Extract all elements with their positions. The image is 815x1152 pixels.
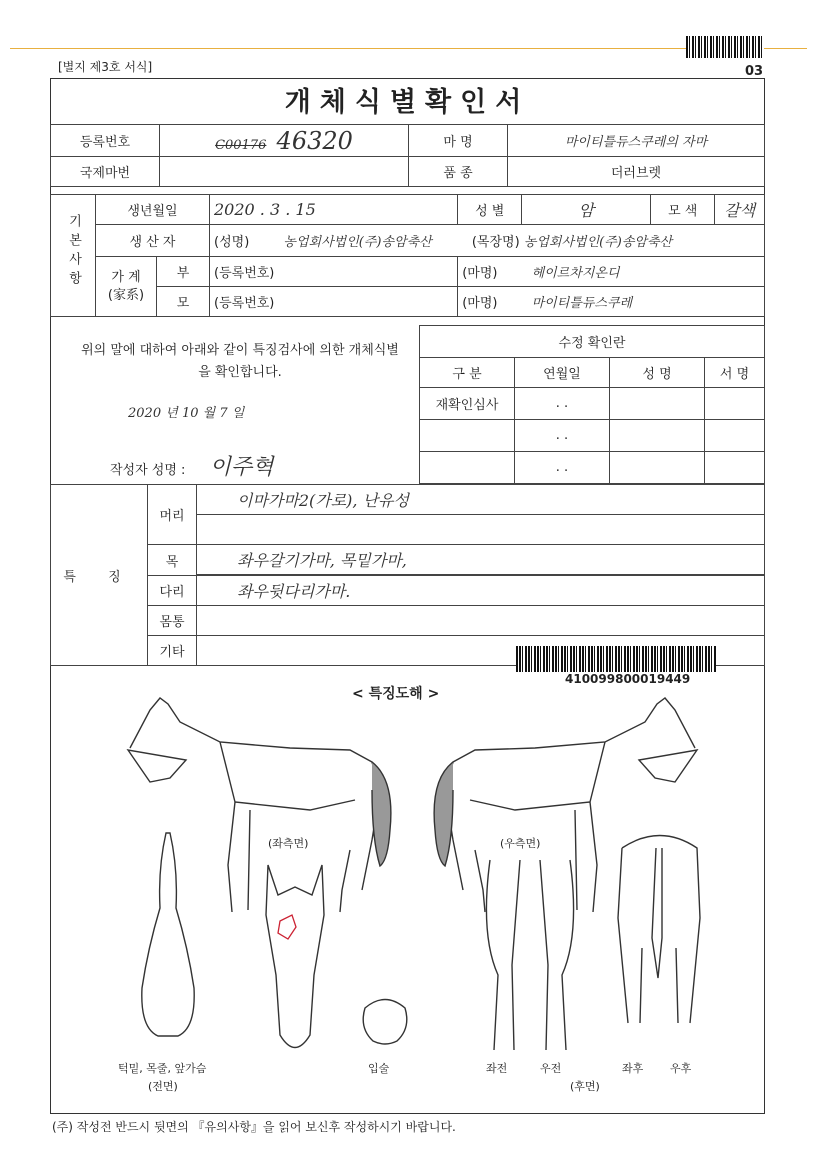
legs-value: 좌우뒷다리가마. bbox=[197, 576, 765, 606]
pedigree-label-cell bbox=[96, 257, 157, 317]
rear-view-caption: (후면) bbox=[570, 1080, 600, 1093]
revision-cell bbox=[420, 452, 515, 484]
sire-name-cell bbox=[458, 257, 765, 287]
hind-right-caption: 우후 bbox=[670, 1062, 692, 1075]
date-day: 7 bbox=[219, 406, 228, 421]
reg-no-struck: C00176 bbox=[215, 137, 267, 153]
breed-label: 품 종 bbox=[409, 157, 508, 187]
revision-table bbox=[419, 325, 765, 484]
diagram-title: < 특징도해 > bbox=[352, 686, 440, 702]
head-value-extra bbox=[197, 515, 765, 545]
barcode-number: 410099800019449 bbox=[565, 672, 691, 686]
breed-value: 더러브렛 bbox=[508, 157, 765, 187]
left-side-caption: (좌측면) bbox=[268, 837, 309, 850]
front-legs-diagram bbox=[480, 855, 580, 1055]
dam-name-cell bbox=[458, 287, 765, 317]
author-line bbox=[110, 450, 273, 481]
date-year-unit: 년 bbox=[165, 406, 178, 421]
revision-cell bbox=[610, 452, 705, 484]
revision-row bbox=[420, 388, 765, 420]
producer-cell bbox=[210, 225, 765, 257]
revision-header: 연월일 bbox=[515, 358, 610, 388]
sex-label: 성 별 bbox=[458, 195, 522, 225]
body-value bbox=[197, 606, 765, 636]
neck-front-diagram bbox=[128, 828, 208, 1048]
basic-info-table bbox=[50, 194, 765, 317]
statement-text: 위의 말에 대하여 아래와 같이 특징검사에 의한 개체식별을 확인합니다. bbox=[81, 343, 399, 380]
neck-value: 좌우갈기가마, 목밑가마, bbox=[197, 545, 765, 575]
revision-cell bbox=[705, 420, 765, 452]
dam-reg-label: (등록번호) bbox=[210, 287, 458, 317]
pedigree-label: 가 계 bbox=[111, 269, 141, 285]
revision-cell: . . bbox=[515, 420, 610, 452]
revision-header: 서 명 bbox=[705, 358, 765, 388]
other-label: 기타 bbox=[148, 636, 197, 666]
reg-no-value: 46320 bbox=[276, 126, 353, 155]
producer-label: 생 산 자 bbox=[96, 225, 210, 257]
legs-label: 다리 bbox=[148, 576, 197, 606]
features-table bbox=[50, 484, 765, 666]
birth-label: 생년월일 bbox=[96, 195, 210, 225]
footnote: (주) 작성전 반드시 뒷면의 『유의사항』을 읽어 보신후 작성하시기 바랍니다. bbox=[52, 1120, 456, 1134]
form-number: [별지 제3호 서식] bbox=[58, 60, 153, 74]
pedigree-sub: (家系) bbox=[107, 287, 145, 303]
front-view-caption: (전면) bbox=[148, 1080, 178, 1093]
sire-label: 부 bbox=[157, 257, 210, 287]
lips-diagram bbox=[355, 993, 415, 1048]
producer-name-label: (성명) bbox=[214, 235, 250, 250]
revision-cell bbox=[610, 388, 705, 420]
revision-header: 성 명 bbox=[610, 358, 705, 388]
sex-value: 암 bbox=[522, 195, 651, 225]
sire-reg-label: (등록번호) bbox=[210, 257, 458, 287]
basic-section-label: 기본사항 bbox=[51, 195, 96, 317]
neck-caption: 턱밑, 목줄, 앞가슴 bbox=[118, 1062, 207, 1075]
head-label: 머리 bbox=[148, 485, 197, 545]
author-label: 작성자 성명 : bbox=[110, 463, 186, 478]
features-section-label: 특 징 bbox=[51, 485, 148, 666]
neck-label: 목 bbox=[148, 545, 197, 576]
farm-label: (목장명) bbox=[471, 235, 520, 250]
revision-cell bbox=[705, 452, 765, 484]
revision-cell bbox=[420, 420, 515, 452]
front-right-caption: 우전 bbox=[540, 1062, 562, 1075]
sire-name-value: 헤이르차지온디 bbox=[531, 266, 620, 281]
color-label: 모 색 bbox=[651, 195, 715, 225]
issue-date bbox=[128, 402, 244, 421]
revision-cell bbox=[705, 388, 765, 420]
producer-name-value: 농업회사법인(주)송암축산 bbox=[283, 235, 432, 250]
horse-name-value: 마이티틀듀스쿠레의 자마 bbox=[508, 125, 765, 157]
dam-name-value: 마이티틀듀스쿠레 bbox=[531, 296, 633, 311]
sire-name-label: (마명) bbox=[462, 266, 498, 281]
dam-name-label: (마명) bbox=[462, 296, 498, 311]
revision-cell bbox=[610, 420, 705, 452]
intl-mark-label: 국제마번 bbox=[51, 157, 160, 187]
revision-cell: . . bbox=[515, 388, 610, 420]
registration-table bbox=[50, 124, 765, 187]
revision-header: 구 분 bbox=[420, 358, 515, 388]
revision-row bbox=[420, 420, 765, 452]
document-barcode bbox=[516, 646, 716, 672]
document-title: 개체식별확인서 bbox=[284, 87, 531, 118]
front-left-caption: 좌전 bbox=[486, 1062, 508, 1075]
hind-left-caption: 좌후 bbox=[622, 1062, 644, 1075]
top-barcode bbox=[686, 36, 764, 58]
reg-no-label: 등록번호 bbox=[51, 125, 160, 157]
revision-title: 수정 확인란 bbox=[420, 326, 765, 358]
revision-cell: 재확인심사 bbox=[420, 388, 515, 420]
dam-label: 모 bbox=[157, 287, 210, 317]
birth-value: 2020 . 3 . 15 bbox=[210, 195, 458, 225]
date-year: 2020 bbox=[128, 406, 162, 421]
lips-caption: 입술 bbox=[368, 1062, 390, 1075]
body-label: 몸통 bbox=[148, 606, 197, 636]
right-side-caption: (우측면) bbox=[500, 837, 541, 850]
author-signature: 이주혁 bbox=[209, 455, 274, 480]
date-month: 10 bbox=[181, 406, 199, 421]
farm-value: 농업회사법인(주)송암축산 bbox=[523, 235, 673, 250]
reg-no-cell bbox=[160, 125, 409, 157]
date-day-unit: 일 bbox=[231, 406, 245, 421]
revision-cell: . . bbox=[515, 452, 610, 484]
rear-view-diagram bbox=[612, 828, 707, 1048]
revision-row bbox=[420, 452, 765, 484]
intl-mark-value bbox=[160, 157, 409, 187]
head-front-diagram bbox=[250, 855, 340, 1065]
color-value: 갈색 bbox=[715, 195, 765, 225]
horse-name-label: 마 명 bbox=[409, 125, 508, 157]
date-month-unit: 월 bbox=[202, 406, 216, 421]
page-number: 03 bbox=[745, 64, 764, 79]
head-value: 이마가마2(가로), 난유성 bbox=[197, 485, 765, 515]
